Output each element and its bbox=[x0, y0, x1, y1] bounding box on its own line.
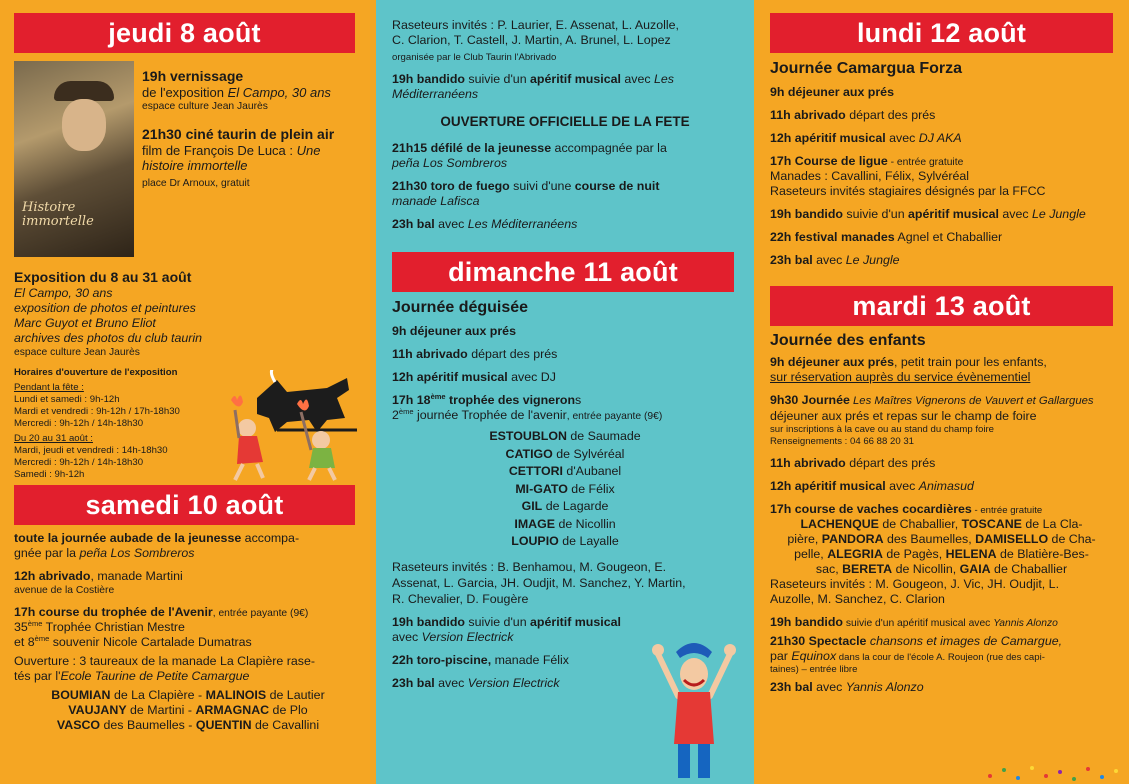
film-poster-image bbox=[14, 61, 134, 257]
event-vaches-cocardieres: 17h course de vaches cocardières - entrée gratuite LACHENQUE de Chaballier, TOSCANE de La Cla- pière, PANDORA des Baumelles, DAMISELLO de Cha- pelle, ALEGRIA de Pagès, HELENA de Blatière-Bes- sac, BERETA de Nicollin, GAIA de Chaballier Raseteurs invités : M. Gougeon, J. Vic, JH. Oudjit, L. Auzolle, M. Sanchez, C. Clarion bbox=[770, 502, 1096, 606]
theme-deguisee: Journée déguisée bbox=[392, 299, 529, 316]
event-aubade: toute la journée aubade de la jeunesse accompa- gnée par la peña Los Sombreros bbox=[14, 531, 300, 560]
event-bandido-dimanche: 19h bandido suivie d'un apéritif musical avec Version Electrick bbox=[392, 614, 621, 644]
event-festival-manades: 22h festival manades Agnel et Chaballier bbox=[770, 230, 1003, 244]
event-abrivado-samedi: 12h abrivado, manade Martini avenue de la Costière bbox=[14, 569, 183, 596]
event-abrivado-mardi: 11h abrivado départ des prés bbox=[770, 456, 936, 470]
day-header-lundi: lundi 12 août bbox=[770, 13, 1113, 53]
raseteurs-vendredi: Raseteurs invités : P. Laurier, E. Assenat, L. Auzolle, C. Clarion, T. Castell, J. Martin, A. Brunel, L. Lopez organisée par le Club Taurin l'Abrivado bbox=[392, 18, 679, 63]
event-vernissage: 19h vernissage de l'exposition El Campo, 30 ans espace culture Jean Jaurès bbox=[142, 68, 331, 112]
event-defile: 21h15 défilé de la jeunesse accompagnée par la peña Los Sombreros bbox=[392, 141, 667, 170]
day-header-dimanche: dimanche 11 août bbox=[392, 252, 734, 292]
event-bandido-vendredi: 19h bandido suivie d'un apéritif musical avec Les Méditerranéens bbox=[392, 72, 674, 101]
bull-row: BOUMIAN de La Clapière - MALINOIS de Lautier bbox=[51, 688, 325, 702]
event-bal-vendredi: 23h bal avec Les Méditerranéens bbox=[392, 217, 578, 231]
event-trophee-vignerons: 17h 18ème trophée des vignerons 2ème journée Trophée de l'avenir, entrée payante (9€) bbox=[392, 391, 663, 422]
event-bandido-mardi: 19h bandido suivie d'un apéritif musical avec Yannis Alonzo bbox=[770, 615, 1058, 629]
bull-row: LOUPIO de Layalle bbox=[511, 534, 619, 548]
bull-row: IMAGE de Nicollin bbox=[514, 516, 616, 531]
event-aperitif-lundi: 12h apéritif musical avec DJ AKA bbox=[770, 131, 962, 145]
event-abrivado-dimanche: 11h abrivado départ des prés bbox=[392, 347, 558, 361]
event-trophee-avenir: 17h course du trophée de l'Avenir, entrée payante (9€) 35ème Trophée Christian Mestre et 8ème souvenir Nicole Cartalade Dumatras bbox=[14, 605, 309, 649]
bull-row: GIL de Lagarde bbox=[521, 499, 609, 513]
event-dejeuner-lundi: 9h déjeuner aux prés bbox=[770, 85, 894, 99]
bull-list-dimanche bbox=[392, 428, 738, 551]
bull-row: CATIGO de Sylvéréal bbox=[505, 446, 625, 461]
event-cine-taurin: 21h30 ciné taurin de plein air film de François De Luca : Une histoire immortelle place Dr Arnoux, gratuit bbox=[142, 126, 335, 189]
opening-title: OUVERTURE OFFICIELLE DE LA FETE bbox=[440, 114, 690, 129]
bull-row: MI-GATO de Félix bbox=[515, 481, 615, 496]
confetti-decoration bbox=[980, 762, 1129, 784]
event-bal-mardi: 23h bal avec Yannis Alonzo bbox=[770, 680, 924, 694]
bull-list-samedi bbox=[14, 688, 362, 733]
raseteurs-dimanche: Raseteurs invités : B. Benhamou, M. Gougeon, E. Assenat, L. Garcia, JH. Oudjit, M. Sanchez, Y. Martin, R. Chevalier, D. Fougère bbox=[392, 559, 686, 606]
event-bal-dimanche: 23h bal avec Version Electrick bbox=[392, 675, 560, 690]
day-header-jeudi: jeudi 8 août bbox=[14, 13, 355, 53]
theme-enfants: Journée des enfants bbox=[770, 332, 926, 349]
event-bandido-lundi: 19h bandido suivie d'un apéritif musical avec Le Jungle bbox=[770, 207, 1086, 221]
event-toro-fuego: 21h30 toro de fuego suivi d'une course de nuit manade Lafisca bbox=[392, 179, 660, 208]
event-ouverture-samedi: Ouverture : 3 taureaux de la manade La Clapière rase- tés par l'Ecole Taurine de Petite Camargue bbox=[14, 654, 315, 683]
bull-row: ESTOUBLON de Saumade bbox=[489, 429, 641, 443]
event-dejeuner-mardi: 9h déjeuner aux prés, petit train pour les enfants, sur réservation auprès du service évènementiel bbox=[770, 355, 1047, 384]
event-aperitif-dimanche: 12h apéritif musical avec DJ bbox=[392, 370, 556, 384]
poster-title: Histoire immortelle bbox=[22, 200, 94, 229]
event-bal-lundi: 23h bal avec Le Jungle bbox=[770, 253, 900, 267]
theme-camargua-forza: Journée Camargua Forza bbox=[770, 60, 963, 77]
bull-row: CETTORI d'Aubanel bbox=[508, 464, 622, 478]
event-aperitif-mardi: 12h apéritif musical avec Animasud bbox=[770, 479, 974, 493]
day-header-samedi: samedi 10 août bbox=[14, 485, 355, 525]
cheering-kid-illustration bbox=[648, 632, 740, 784]
event-spectacle: 21h30 Spectacle chansons et images de Camargue, par Equinox dans la cour de l'école A. Roujeon (rue des capi- taines) – entrée libre bbox=[770, 634, 1063, 675]
bull-and-children-illustration bbox=[217, 370, 377, 482]
poster-hat-shape bbox=[54, 81, 114, 101]
event-course-ligue: 17h Course de ligue - entrée gratuite Manades : Cavallini, Félix, Sylvéréal Raseteurs invités stagiaires désignés par la FFCC bbox=[770, 154, 1046, 198]
event-dejeuner-dimanche: 9h déjeuner aux prés bbox=[392, 324, 516, 338]
poster-face-shape bbox=[62, 99, 106, 151]
event-abrivado-lundi: 11h abrivado départ des prés bbox=[770, 108, 936, 122]
day-header-mardi: mardi 13 août bbox=[770, 286, 1113, 326]
exposition-block: Exposition du 8 au 31 août El Campo, 30 ans exposition de photos et peintures Marc Guyot et Bruno Eliot archives des photos du club taurin espace culture Jean Jaurès bbox=[14, 269, 203, 358]
column-monday-tuesday bbox=[754, 0, 1129, 784]
exposition-hours: Horaires d'ouverture de l'exposition Pendant la fête : Lundi et samedi : 9h-12h Mardi et vendredi : 9h-12h / 17h-18h30 Mercredi : 9h-12h / 14h-18h30 Du 20 au 31 août : Mardi, jeudi et vendredi : 14h-18h30 Mercredi : 9h-12h / 14h-18h30 Samedi : 9h-12h bbox=[14, 367, 180, 480]
event-toro-piscine: 22h toro-piscine, manade Félix bbox=[392, 652, 569, 667]
bull-row: VAUJANY de Martini - ARMAGNAC de Plo bbox=[68, 703, 308, 717]
bull-row: VASCO des Baumelles - QUENTIN de Cavallini bbox=[56, 718, 320, 732]
event-journee-vignerons: 9h30 Journée Les Maîtres Vignerons de Vauvert et Gallargues déjeuner aux prés et repas sur le champ de foire sur inscriptions à la cave ou au stand du champ foire Renseignements : 04 66 88 20 31 bbox=[770, 393, 1094, 447]
